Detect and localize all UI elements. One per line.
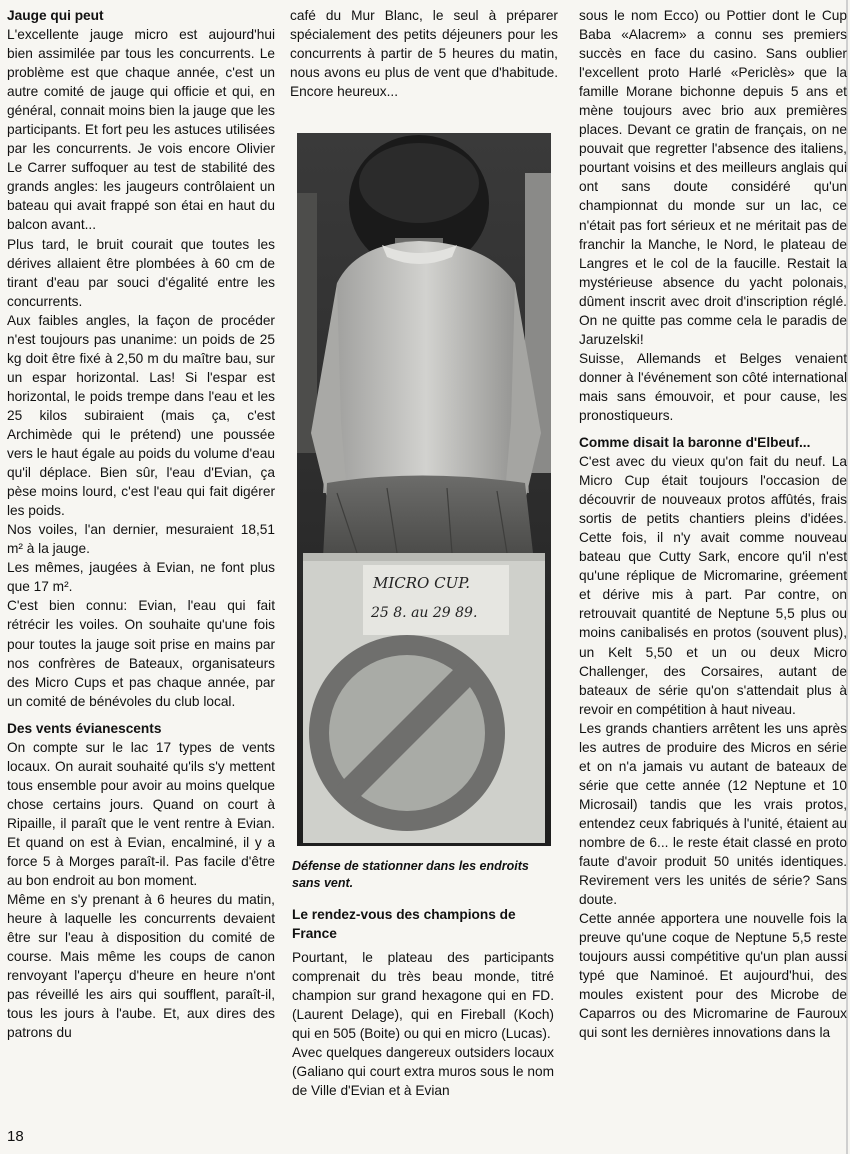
heading-vents: Des vents évianescents: [7, 720, 162, 736]
paragraph: Suisse, Allemands et Belges venaient donner à l'événement son côté international mais sans émouvoir, et pour cause, les pronostiqueurs.: [579, 350, 847, 423]
paragraph: Avec quelques dangereux outsiders locaux (Galiano qui court extra muros sous le nom de Ville d'Evian et à Evian: [292, 1045, 554, 1099]
column-3: [579, 6, 847, 1042]
photo: [297, 133, 551, 846]
paragraph: sous le nom Ecco) ou Pottier dont le Cup Baba «Alacrem» a connu ses premiers succès en face du casino. Sans oublier l'excellent proto Harlé «Periclès» que la famille Morane bichonne depuis 5 ans et mène toujours avec brio aux premières places. Devant ce gratin de français, on ne pouvait que regretter l'absence des italiens, pourtant voisins et des meilleurs anglais qui ont sans doute considéré qu'un championnat du monde sur un lac, ce n'était pas fort sérieux et ne méritait pas de franchir la Manche, le Nord, le plateau de Langres et le col de la faucille. Restait la mystérieuse absence du yacht polonais, dûment inscrit avec droit d'inscription réglé. On ne quitte pas comme cela le paradis de Jaruzelski!: [579, 8, 847, 347]
paragraph: Même en s'y prenant à 6 heures du matin, heure à laquelle les concurrents devaient être sur l'eau à disposition du comité de course. Mais même les coups de canon renvoyant l'aperçu d'heure en heure n'ont pas réveillé les airs qui soufflent, paraît-il, tous les jours à l'aube. Et, aux dires des patrons du: [7, 892, 275, 1041]
heading-jauge: Jauge qui peut: [7, 8, 104, 23]
paragraph: Plus tard, le bruit courait que toutes les dérives allaient être plombées à 60 cm de tirant d'eau par souci d'égalité entre les concurrents.: [7, 236, 275, 309]
paragraph: L'excellente jauge micro est aujourd'hui bien assimilée par tous les concurrents. Le problème est que chaque année, c'est un autre comité de jauge qui officie et qui, en général, connait moins bien la jauge que les participants. Et fort peu les astuces utilisées par les concurrents. Je vois encore Olivier Le Carrer suffoquer au test de stabilité des grands angles: les jaugeurs contrôlaient un bateau qui avait frappé son étai en haut du balcon avant...: [7, 27, 275, 233]
photo-image: [297, 133, 551, 846]
paragraph: On compte sur le lac 17 types de vents locaux. On aurait souhaité qu'ils s'y mettent tous ensemble pour avoir au moins quelque chose certains jours. Quand on court à Ripaille, il paraît que le vent rentre à Evian. Et quand on est à Evian, encalminé, il y a force 5 à Morges paraît-il. Pas facile d'être au bon endroit au bon moment.: [7, 739, 275, 889]
paragraph: Cette année apportera une nouvelle fois la preuve qu'une coque de Neptune 5,5 reste toujours aussi compétitive qu'un plan aussi typé que Naminoé. Et aujourd'hui, des moules existent pour des Microbe de Caparros ou des Micromarine de Fauroux qui sont les dernières innovations dans la: [579, 911, 847, 1041]
sign-text-line-1: MICRO CUP.: [373, 574, 471, 592]
paragraph: Pourtant, le plateau des participants comprenait du très beau monde, titré champion sur grand hexagone qui en FD. (Laurent Delage), qui en Fireball (Koch) qui en 505 (Boite) ou qui en micro (Lucas).: [292, 950, 554, 1042]
paragraph: Aux faibles angles, la façon de procéder n'est toujours pas unanime: un poids de 25 kg doit être fixé à 2,50 m du maître bau, sur un espar horizontal. Las! Si l'espar est horizontal, le poids trempe dans l'eau et les 25 kilos subiraient (mais ça, c'est Archimède qui le prétend) une poussée vers le haut égale au poids du volume d'eau qu'il déplace. Bien sûr, l'eau d'Evian, ça pèse moins lourd, c'est l'eau qui fait digérer les poids.: [7, 312, 275, 519]
column-2-bottom: [292, 948, 554, 1100]
paragraph: Nos voiles, l'an dernier, mesuraient 18,51 m² à la jauge.: [7, 522, 275, 557]
page-number: 18: [7, 1128, 24, 1145]
photo-caption: Défense de stationner dans les endroits sans vent.: [292, 859, 529, 890]
column-2: [290, 6, 558, 101]
heading-champions: Le rendez-vous des champions de France: [292, 907, 516, 941]
heading-baronne: Comme disait la baronne d'Elbeuf...: [579, 435, 811, 451]
column-1: [7, 6, 275, 1042]
paragraph: Les mêmes, jaugées à Evian, ne font plus que 17 m².: [7, 560, 275, 595]
paragraph: C'est avec du vieux qu'on fait du neuf. La Micro Cup était toujours l'occasion de découvrir de nouveaux protos affûtés, frais sortis de petits chantiers pleins d'idées. Cette fois, il n'y avait comme nouveau bateau que Cutty Sark, encore qu'il n'est qu'une réplique de Micromarine, gréement et dérive mis à part. Par contre, on retrouvait quantité de Neptune 5,5 plus ou moins canibalisés en protos (souvent plus), un Kelt 5,50 et un ou deux Micro Challenger, des Corsaires, autant de bateaux de série qu'on s'attendait plus à revoir en compétition à haut niveau.: [579, 454, 847, 717]
paragraph: café du Mur Blanc, le seul à préparer spécialement des petits déjeuners pour les concurrents à partir de 5 heures du matin, nous avons eu plus de vent que d'habitude. Encore heureux...: [290, 8, 558, 100]
sign-text-line-2: 25 8. au 29 89.: [371, 605, 478, 621]
paragraph: C'est bien connu: Evian, l'eau qui fait rétrécir les voiles. On souhaite qu'une fois pour toutes la jauge soit prise en mains par nos confrères de Bateaux, organisateurs des Micro Cups et pas chaque année, par un comité de bénévoles du club local.: [7, 598, 275, 709]
paragraph: Les grands chantiers arrêtent les uns après les autres de produire des Micros en série et on n'a jamais vu autant de bateaux de série que cette année (12 Neptune et 10 Microsail) tandis que les vrais protos, entendez ceux fabriqués à l'unité, étaient au nombre de 6... le reste était classé en proto faute d'avoir produit 50 unités identiques. Revirement vers les unités de série? Sans doute.: [579, 720, 847, 908]
